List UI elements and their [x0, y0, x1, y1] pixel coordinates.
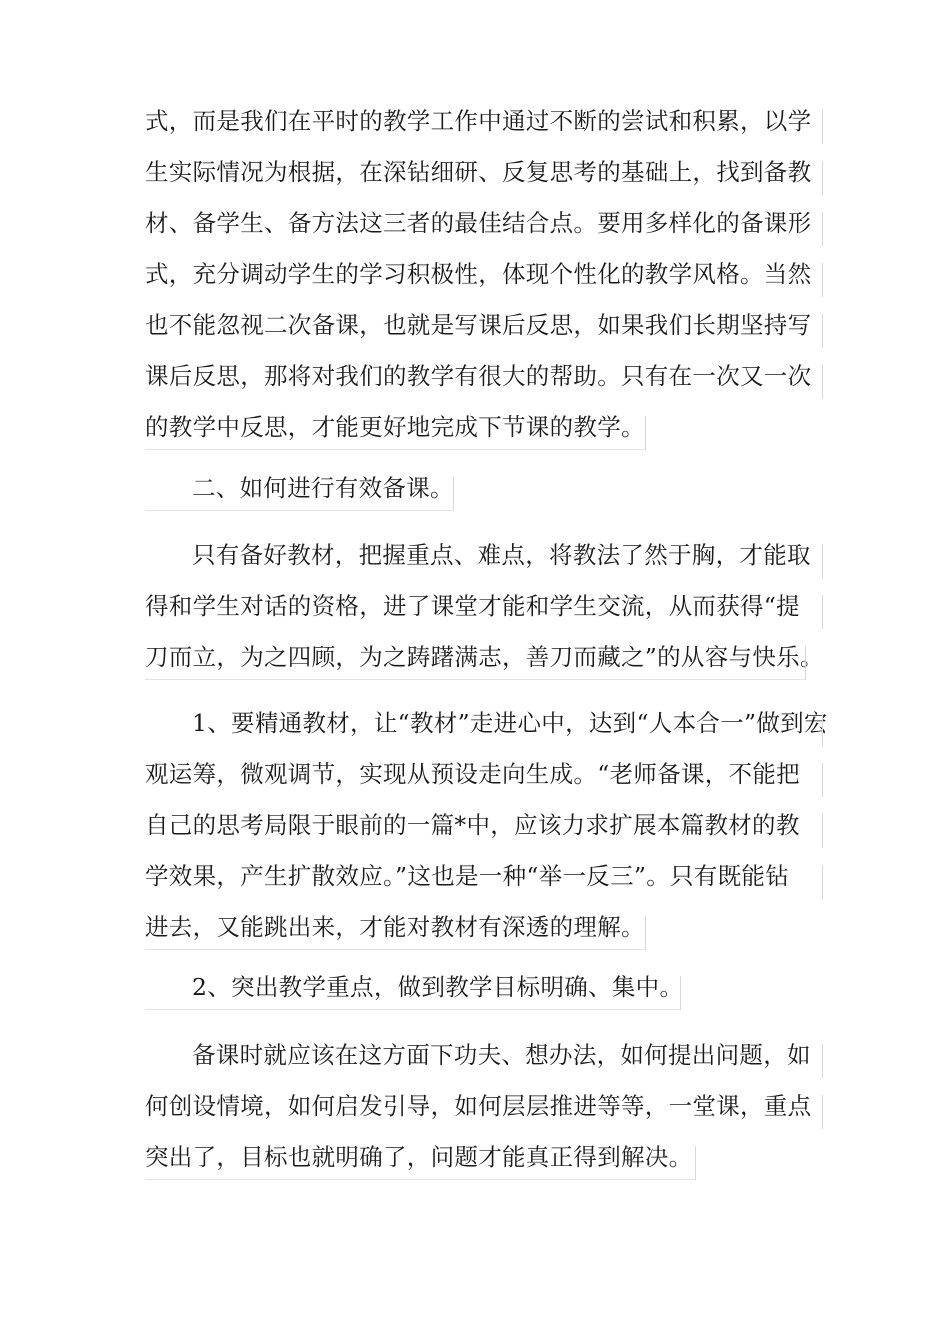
- heading-line: 二、如何进行有效备课。: [145, 463, 817, 514]
- text-line: 进去，又能跳出来，才能对教材有深透的理解。: [145, 902, 817, 953]
- text-line: 生实际情况为根据，在深钻细研、反复思考的基础上，找到备教: [145, 147, 817, 198]
- text-line: 式，充分调动学生的学习积极性，体现个性化的教学风格。当然: [145, 249, 817, 300]
- paragraph-point-two-heading: [145, 962, 817, 1013]
- text-line: 材、备学生、备方法这三者的最佳结合点。要用多样化的备课形: [145, 198, 817, 249]
- text-line: 刀而立，为之四顾，为之踌躇满志，善刀而藏之”的从容与快乐。: [145, 632, 817, 683]
- paragraph-point-one: [145, 698, 828, 953]
- text-line: 得和学生对话的资格，进了课堂才能和学生交流，从而获得“提: [145, 581, 817, 632]
- text-line: 观运筹，微观调节，实现从预设走向生成。“老师备课，不能把: [145, 749, 817, 800]
- text-line: 1、要精通教材，让“教材”走进心中，达到“人本合一”做到宏: [145, 698, 817, 749]
- heading-line: 2、突出教学重点，做到教学目标明确、集中。: [145, 962, 817, 1013]
- text-line: 备课时就应该在这方面下功夫、想办法，如何提出问题，如: [145, 1030, 817, 1081]
- text-line: 何创设情境，如何启发引导，如何层层推进等等，一堂课，重点: [145, 1081, 817, 1132]
- text-line: 课后反思，那将对我们的教学有很大的帮助。只有在一次又一次: [145, 351, 817, 402]
- paragraph-master-materials: [145, 530, 824, 683]
- text-line: 也不能忽视二次备课，也就是写课后反思，如果我们长期坚持写: [145, 300, 817, 351]
- text-line: 的教学中反思，才能更好地完成下节课的教学。: [145, 402, 817, 453]
- section-heading-effective-preparation: [145, 463, 817, 514]
- text-line: 式，而是我们在平时的教学工作中通过不断的尝试和积累，以学: [145, 96, 817, 147]
- text-line: 突出了，目标也就明确了，问题才能真正得到解决。: [145, 1132, 817, 1183]
- text-line: 只有备好教材，把握重点、难点，将教法了然于胸，才能取: [145, 530, 817, 581]
- text-line: 学效果，产生扩散效应。”这也是一种“举一反三”。只有既能钻: [145, 851, 817, 902]
- text-line: 自己的思考局限于眼前的一篇*中，应该力求扩展本篇教材的教: [145, 800, 817, 851]
- paragraph-lesson-reflection: [145, 96, 817, 453]
- paragraph-focus-key-points: [145, 1030, 817, 1183]
